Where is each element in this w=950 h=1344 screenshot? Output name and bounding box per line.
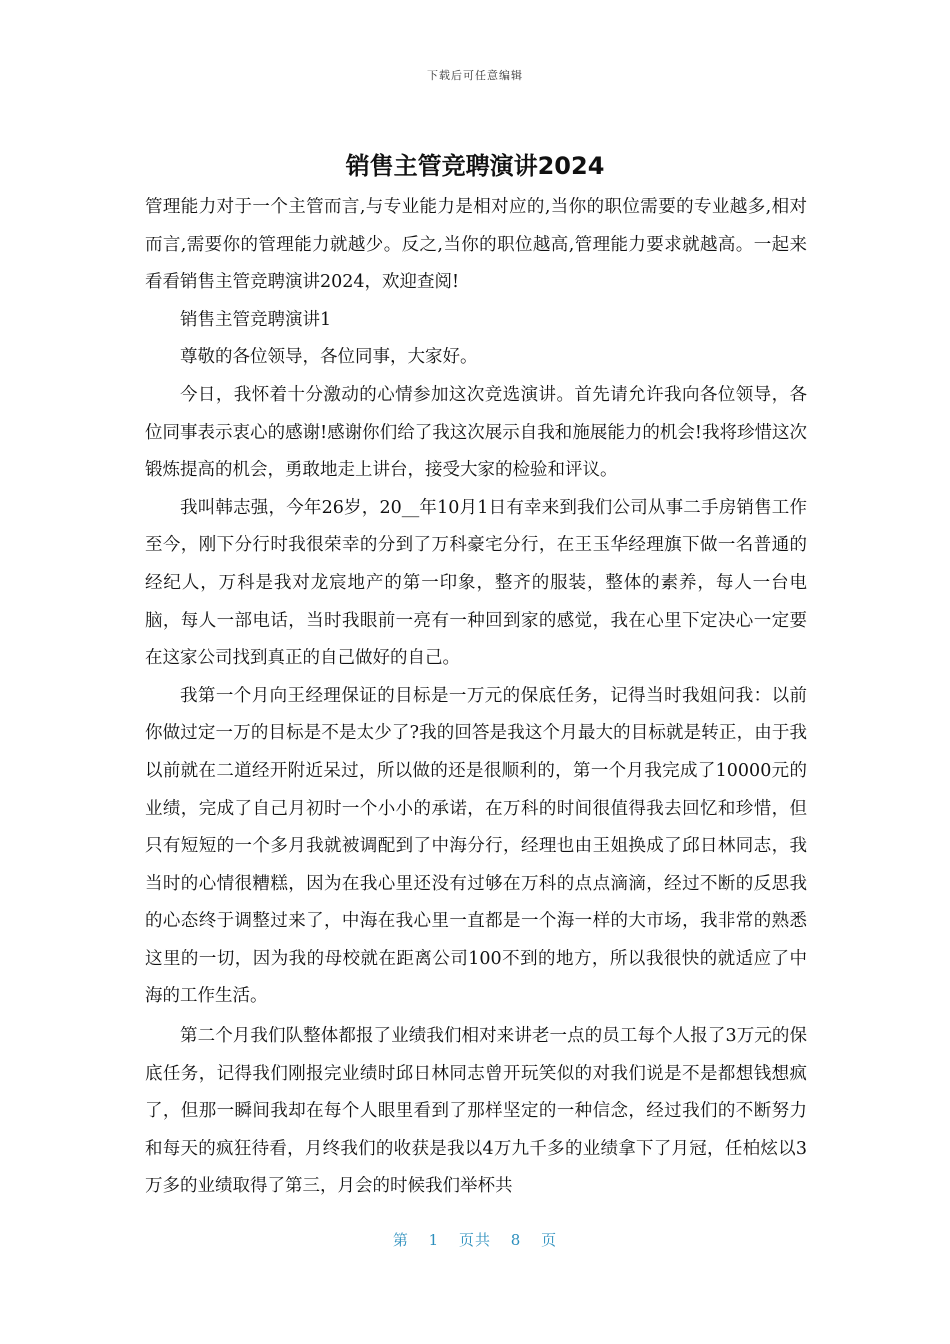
document-body bbox=[145, 189, 807, 1206]
paragraph-self-introduction: 我叫韩志强，今年26岁，20__年10月1日有幸来到我们公司从事二手房销售工作至今，刚下分行时我很荣幸的分到了万科豪宅分行，在王玉华经理旗下做一名普通的经纪人，万科是我对龙宸地产的第一印象，整齐的服装，整体的素养，每人一台电脑，每人一部电话，当时我眼前一亮有一种回到家的感觉，我在心里下定决心一定要在这家公司找到真正的自己做好的自己。 bbox=[145, 497, 807, 669]
paragraph-speech-heading: 销售主管竞聘演讲1 bbox=[180, 309, 332, 330]
header-note: 下载后可任意编辑 bbox=[427, 69, 523, 82]
paragraph-second-month: 第二个月我们队整体都报了业绩我们相对来讲老一点的员工每个人报了3万元的保底任务，记得我们刚报完业绩时邱日林同志曾开玩笑似的对我们说是不是都想钱想疯了，但那一瞬间我却在每个人眼里看到了那样坚定的一种信念，经过我们的不断努力和每天的疯狂待看，月终我们的收获是我以4万九千多的业绩拿下了月冠，任柏炫以3万多的业绩取得了第三，月会的时候我们举杯共 bbox=[145, 1026, 807, 1197]
paragraph-first-month: 我第一个月向王经理保证的目标是一万元的保底任务，记得当时我姐问我：以前你做过定一万的目标是不是太少了?我的回答是我这个月最大的目标就是转正，由于我以前就在二道经开附近呆过，所以做的还是很顺利的，第一个月我完成了10000元的业绩，完成了自己月初时一个小小的承诺，在万科的时间很值得我去回忆和珍惜，但只有短短的一个多月我就被调配到了中海分行，经理也由王姐换成了邱日林同志，我当时的心情很糟糕，因为在我心里还没有过够在万科的点点滴滴，经过不断的反思我的心态终于调整过来了，中海在我心里一直都是一个海一样的大市场，我非常的熟悉这里的一切，因为我的母校就在距离公司100不到的地方，所以我很快的就适应了中海的工作生活。 bbox=[145, 685, 807, 1007]
document-title: 销售主管竞聘演讲2024 bbox=[345, 152, 605, 180]
paragraph-intro: 管理能力对于一个主管而言,与专业能力是相对应的,当你的职位需要的专业越多,相对而言,需要你的管理能力就越少。反之,当你的职位越高,管理能力要求就越高。一起来看看销售主管竞聘演讲2024，欢迎查阅! bbox=[145, 197, 807, 293]
page-number: 第 1 页共 8 页 bbox=[392, 1231, 558, 1249]
paragraph-opening: 今日，我怀着十分激动的心情参加这次竞选演讲。首先请允许我向各位领导，各位同事表示衷心的感谢!感谢你们给了我这次展示自我和施展能力的机会!我将珍惜这次锻炼提高的机会，勇敢地走上讲台，接受大家的检验和评议。 bbox=[145, 384, 807, 481]
paragraph-greeting: 尊敬的各位领导，各位同事，大家好。 bbox=[180, 347, 478, 368]
